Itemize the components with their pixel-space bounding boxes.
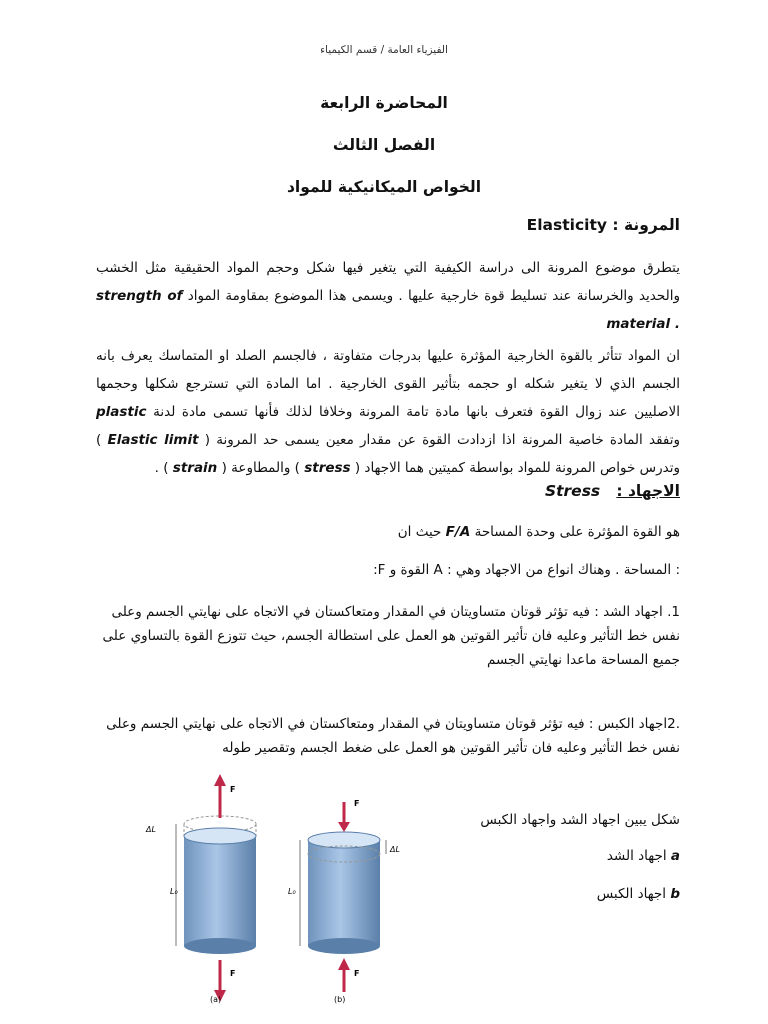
- stress-variables: :F القوة و A : المساحة . وهناك انواع من الاجهاد وهي :: [373, 562, 680, 578]
- force-label-b-top: F: [354, 799, 360, 808]
- elasticity-heading-en: Elasticity: [526, 216, 607, 234]
- stress-definition: [398, 524, 680, 540]
- stress-heading-ar: الاجهاد :: [616, 482, 680, 500]
- panel-b-compression: [288, 799, 400, 1004]
- cylinder-a: [184, 836, 256, 946]
- list-item-compression: .2اجهاد الكبس : فيه تؤثر قوتان متساويتان في المقدار ومتعاكستان في الاتجاه على نهايتي الجسم وعلى نفس خط التأثير وعليه فان تأثير القوتين هو العمل على ضغط الجسم وتقصير طوله: [106, 716, 680, 756]
- figure-label-a: [607, 848, 680, 864]
- figure-label-b: [597, 886, 680, 902]
- stress-heading-en: Stress: [544, 482, 601, 500]
- figure-caption: شكل يبين اجهاد الشد واجهاد الكبس: [480, 812, 680, 828]
- term-stress: stress: [304, 460, 351, 476]
- intro-text: يتطرق موضوع المرونة الى دراسة الكيفية التي يتغير فيها شكل وحجم المواد الحقيقية مثل الخشب والحديد والخرسانة عند تسليط قوة خارجية عليها . ويسمى هذا الموضوع بمقاومة المواد: [96, 260, 680, 304]
- label-b-letter: b: [670, 886, 680, 902]
- page-header: الفيزياء العامة / قسم الكيمياء: [320, 44, 448, 56]
- body-text-5: ) .: [154, 460, 169, 476]
- delta-label-b: ΔL: [390, 845, 400, 854]
- topic-title: الخواص الميكانيكية للمواد: [286, 178, 482, 196]
- lecture-title: المحاضرة الرابعة: [320, 94, 448, 112]
- elasticity-heading: [527, 216, 680, 234]
- chapter-title: الفصل الثالث: [332, 136, 436, 154]
- elasticity-body: [96, 342, 680, 482]
- label-a-text: اجهاد الشد: [606, 848, 667, 864]
- stress-formula: F/A: [445, 524, 471, 540]
- term-strength-of-material: strength of material .: [96, 288, 680, 332]
- term-plastic: plastic: [96, 404, 147, 420]
- elasticity-intro: [96, 254, 680, 338]
- list-item-tension: 1. اجهاد الشد : فيه تؤثر قوتان متساويتان في المقدار ومتعاكستان في الاتجاه على نهايتي الجسم وعلى نفس خط التأثير وعليه فان تأثير القوتين هو العمل على استطالة الجسم، حيث تتوزع القوة بالتساوي على جميع المساحة ماعدا نهايتي الجسم: [102, 604, 680, 668]
- term-elastic-limit: Elastic limit: [107, 432, 199, 448]
- elasticity-heading-ar: المرونة :: [612, 216, 680, 234]
- definition-suffix: حيث ان: [397, 524, 442, 540]
- label-b-text: اجهاد الكبس: [596, 886, 667, 902]
- force-label-a-bottom: F: [230, 969, 236, 978]
- label-a-letter: a: [670, 848, 680, 864]
- body-text-3: ) وتدرس خواص المرونة للمواد بواسطة كميتين هما الاجهاد (: [96, 432, 680, 476]
- cylinder-b: [308, 840, 380, 946]
- body-text-1: ان المواد تتأثر بالقوة الخارجية المؤثرة عليها بدرجات متفاوتة ، فالجسم الصلد او المتماسك يعرف بانه الجسم الذي لا يتغير شكله او حجمه بتأثير القوى الخارجية . اما المادة التي تسترجع شكلها وحجمها الاصليين عند زوال القوة فتعرف بانها مادة تامة المرونة وخلافا لذلك فأنها تسمى مادة لدنة: [96, 348, 681, 420]
- length-label-a: L₀: [170, 887, 178, 896]
- force-label-b-bottom: F: [354, 969, 360, 978]
- term-strain: strain: [172, 460, 218, 476]
- stress-diagram: [130, 770, 410, 1010]
- panel-label-b: (b): [334, 995, 346, 1004]
- stress-heading: [545, 482, 680, 500]
- force-label-a-top: F: [230, 785, 236, 794]
- panel-label-a: (a): [210, 995, 222, 1004]
- delta-label-a: ΔL: [146, 825, 156, 834]
- definition-prefix: هو القوة المؤثرة على وحدة المساحة: [474, 524, 680, 540]
- body-text-4: ) والمطاوعة (: [221, 460, 300, 476]
- body-text-2: وتفقد المادة خاصية المرونة اذا ازدادت القوة عن مقدار معين يسمى حد المرونة (: [204, 432, 681, 448]
- panel-a-tension: [145, 774, 256, 1004]
- length-label-b: L₀: [288, 887, 296, 896]
